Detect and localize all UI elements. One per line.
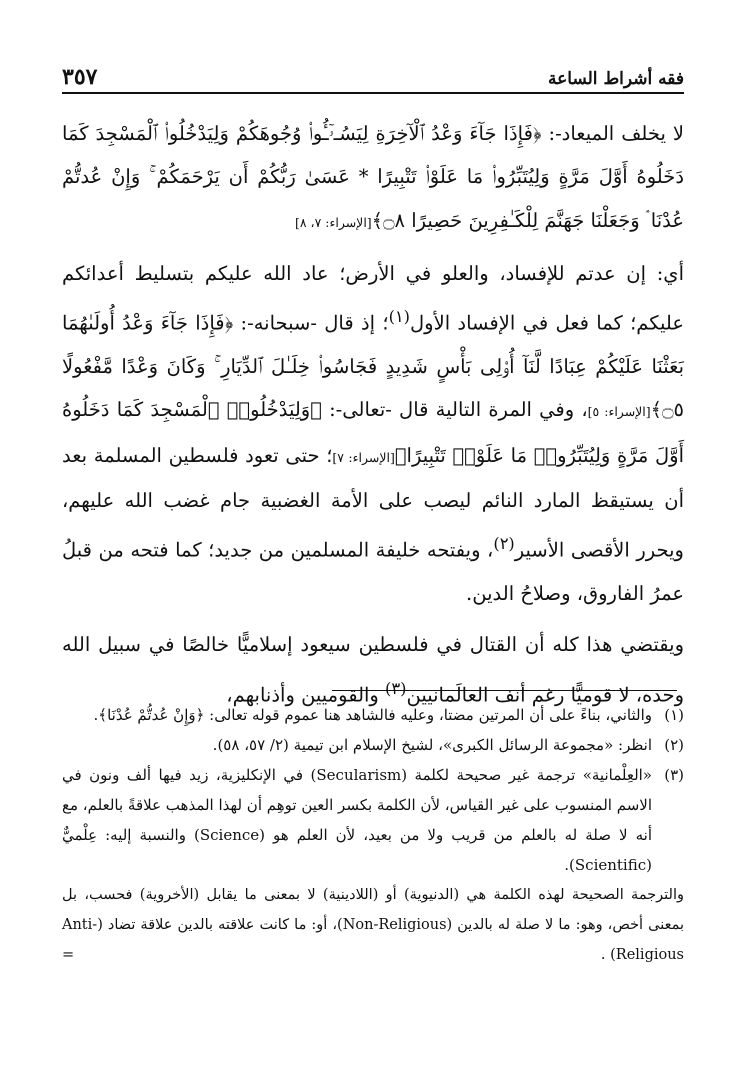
- footnote-text: «العِلْمانية» ترجمة غير صحيحة لكلمة (Secularism) في الإنكليزية، زيد فيها ألف ونون في الاسم المنسوب على غير القياس، لأن الكلمة بكسر العين توهِم أن لهذا المذهب علاقةً بالعلم، مع أنه لا صلة له بالعلم من قريب ولا من بعيد، لأن العلم هو (Science) والنسبة إليه: عِلْميٌّ (Scientific).: [62, 766, 652, 874]
- page-header: [62, 62, 684, 94]
- footnote-number: (٢): [664, 736, 684, 754]
- text-run: ويقتضي هذا كله أن القتال في فلسطين سيعود إسلاميًّا خالصًا في سبيل الله وحده، لا قوميًّا رغم أنف العالَمانيين: [62, 633, 684, 707]
- footnote-number: (١): [664, 706, 684, 724]
- footnote-ref-2[interactable]: (٢): [493, 534, 515, 554]
- text-run: أي: إن عدتم للإفساد، والعلو في الأرض؛ عاد الله عليكم بتسليط أعدائكم عليكم؛ كما فعل في الإفساد الأول: [62, 261, 684, 335]
- text-run: ؛ حتى تعود فلسطين المسلمة بعد أن يستيقظ المارد النائم ليصب على الأمة الغضبية جام غضب الله عليهم، ويحرر الأقصى الأسير: [62, 443, 684, 562]
- footnote-3-continuation: [62, 880, 684, 970]
- text-run: والقوميين وأذنابهم،: [226, 683, 386, 707]
- verse-citation: [الإسراء: ٧، ٨]: [294, 214, 372, 230]
- main-text: [62, 112, 684, 716]
- quran-verse: ﴿فَإِذَا جَآءَ وَعْدُ ٱلْآخِرَةِ لِيَسُـۥٓـُٔوا۟ وُجُوهَكُمْ وَلِيَدْخُلُوا۟ ٱلْمَسْجِدَ كَمَا دَخَلُوهُ أَوَّلَ مَرَّةٍ وَلِيُتَبِّرُوا۟ مَا عَلَوْا۟ تَتْبِيرًا * عَسَىٰ رَبُّكُمْ أَن يَرْحَمَكُمْ ۚ وَإِنْ عُدتُّمْ عُدْنَا ۘ وَجَعَلْنَا جَهَنَّمَ لِلْكَـٰفِرِينَ حَصِيرًا ۝٨﴾: [62, 122, 684, 232]
- text-run: ؛ إذ قال -سبحانه-:: [233, 311, 389, 335]
- text-run: ، وفي المرة التالية قال -تعالى-:: [321, 398, 588, 422]
- quran-verse: ﴿فَإِذَا جَآءَ وَعْدُ أُولَىٰهُمَا بَعَثْنَا عَلَيْكُمْ عِبَادًا لَّنَآ أُو۟لِى بَأْسٍ شَدِيدٍ فَجَاسُوا۟ خِلَـٰلَ ٱلدِّيَارِ ۚ وَكَانَ وَعْدًا مَّفْعُولًا ۝٥﴾: [62, 311, 685, 422]
- text-run: لا يخلف الميعاد-:: [541, 122, 684, 145]
- footnote-2: [62, 730, 684, 760]
- footnote-divider: [332, 690, 677, 691]
- footnote-number: (٣): [664, 766, 684, 784]
- paragraph-1: [62, 112, 684, 244]
- footnote-3: [62, 760, 684, 880]
- footnote-ref-1[interactable]: (١): [388, 307, 410, 327]
- verse-citation: [الإسراء: ٧]: [332, 449, 395, 465]
- running-title: فقه أشراط الساعة: [548, 69, 684, 89]
- page-number: ٣٥٧: [62, 64, 98, 90]
- footnote-text: والترجمة الصحيحة لهذه الكلمة هي (الدنيوية) أو (اللادينية) لا بمعنى ما يقابل (الأخروية) فحسب، بل بمعنى أخص، وهو: ما لا صلة له بالدين (Non-Religious)، أو: ما كانت علاقته بالدين علاقة تضاد (Anti-Religious) .: [62, 887, 684, 963]
- footnotes: [62, 700, 684, 970]
- text-run: ، ويفتحه خليفة المسلمين من جديد؛ كما فتحه من قبلُ عمرُ الفاروق، وصلاحُ الدين.: [62, 538, 684, 605]
- quran-verse: ﴿وَلِيَدْخُلُوا۟ ٱلْمَسْجِدَ كَمَا دَخَلُوهُ أَوَّلَ مَرَّةٍ وَلِيُتَبِّرُوا۟ مَا عَلَوْا۟ تَتْبِيرًا﴾: [62, 398, 685, 467]
- footnote-1: [62, 700, 684, 730]
- paragraph-2: [62, 252, 684, 615]
- footnote-ref-3[interactable]: (٣): [385, 678, 407, 698]
- verse-citation: [الإسراء: ٥]: [587, 404, 651, 420]
- footnote-text: انظر: «مجموعة الرسائل الكبرى»، لشيخ الإسلام ابن تيمية (٢/ ٥٧، ٥٨).: [212, 736, 652, 754]
- continuation-mark: =: [62, 947, 75, 963]
- footnote-text: والثاني، بناءً على أن المرتين مضتا، وعليه فالشاهد هنا عموم قوله تعالى: ﴿وَإِنْ عُدتُّمْ عُدْنَا﴾.: [93, 706, 652, 724]
